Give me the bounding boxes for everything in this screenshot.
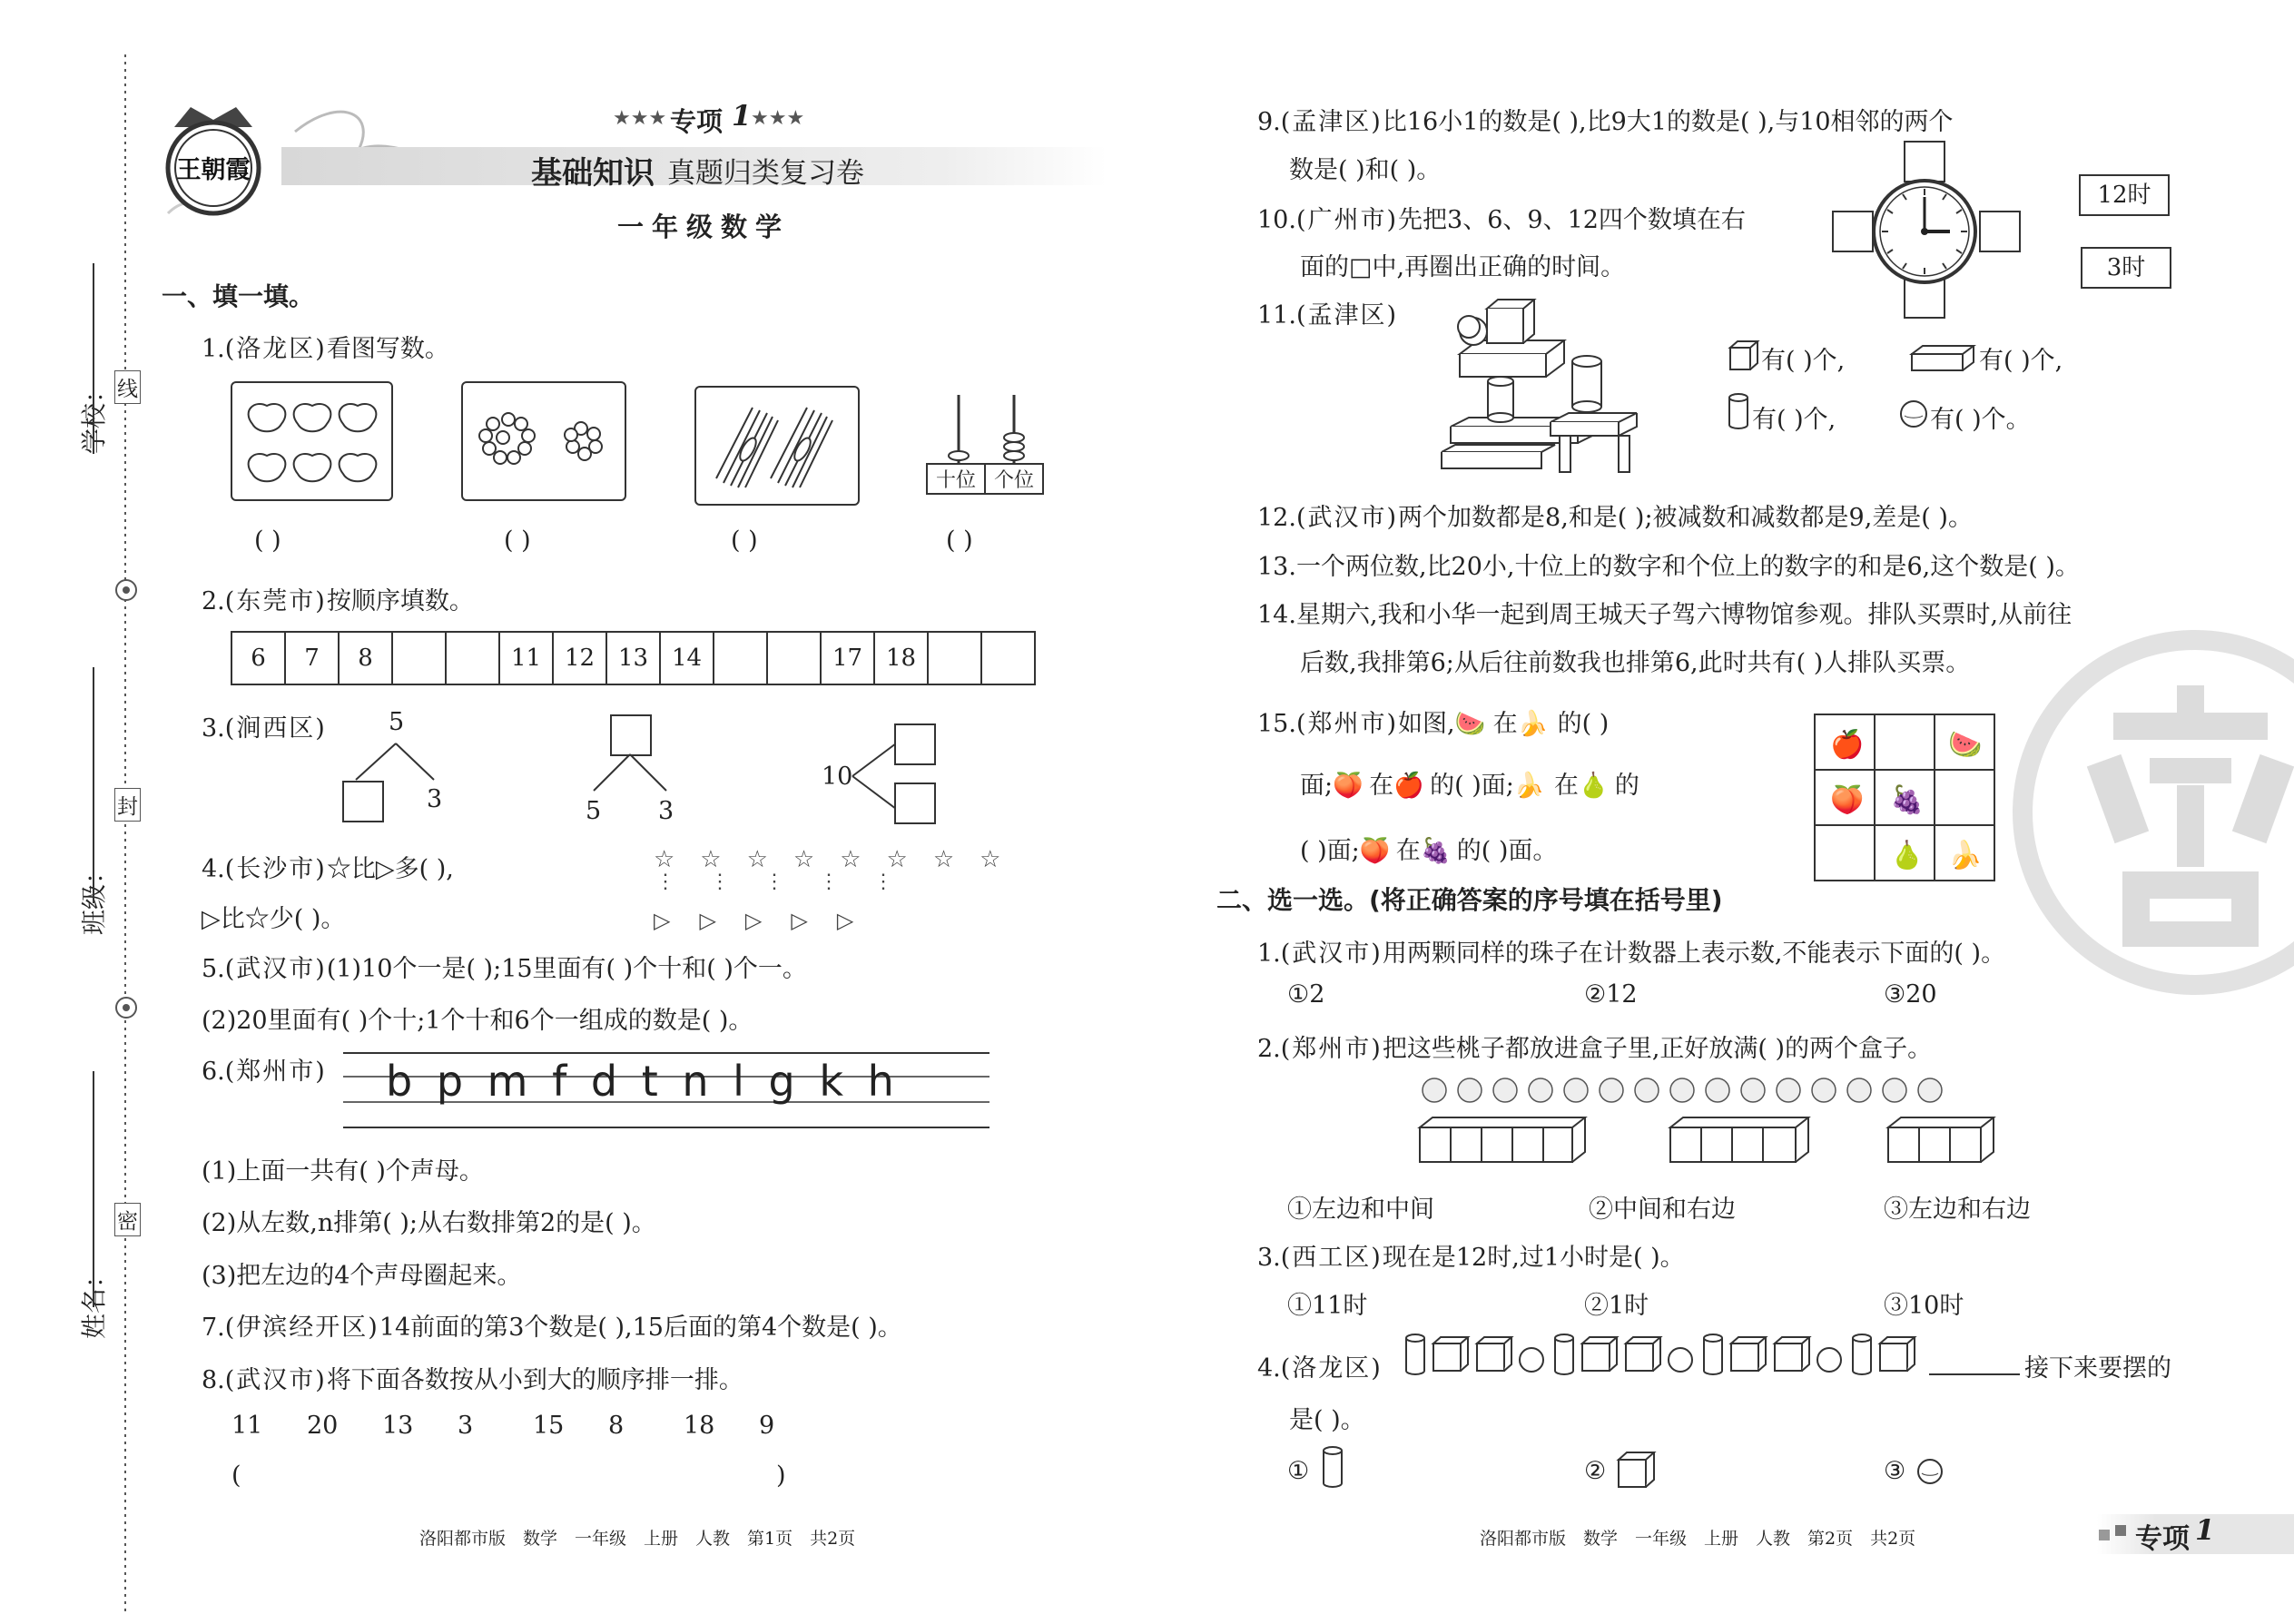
q12-text: 两个加数都是8,和是( );被减数和减数都是9,差是( )。 bbox=[1398, 504, 1973, 532]
q11-num: 11. bbox=[1257, 301, 1296, 330]
q10-num: 10. bbox=[1257, 206, 1296, 234]
s2q4-option-2-label: ② bbox=[1584, 1457, 1607, 1485]
q6-prompt bbox=[202, 1051, 327, 1087]
q10-line1 bbox=[1257, 200, 1746, 235]
s2q2-option-3[interactable]: ③左边和右边 bbox=[1884, 1196, 2031, 1224]
q15-text-g: 在 bbox=[1553, 772, 1579, 800]
q3a-right-number: 3 bbox=[427, 785, 443, 813]
s2q2-num: 2. bbox=[1257, 1035, 1281, 1063]
q10-box-right[interactable] bbox=[1979, 211, 2021, 252]
q8-number: 11 bbox=[231, 1412, 263, 1440]
q3b-right-number: 3 bbox=[658, 797, 674, 825]
q8-number-list bbox=[231, 1412, 795, 1440]
binding-dense-char: 密 bbox=[114, 1203, 141, 1236]
apple-icon: 🍎 bbox=[1393, 772, 1424, 800]
q6-loc: (郑州市) bbox=[224, 1058, 327, 1086]
q2-cell: 13 bbox=[607, 633, 661, 684]
q2-loc: (东莞市) bbox=[224, 587, 327, 615]
s2q1-option-1[interactable]: ①2 bbox=[1287, 980, 1325, 1009]
q6-sub2: (2)从左数,n排第( );从右数排第2的是( )。 bbox=[202, 1209, 656, 1237]
q5-loc: (武汉市) bbox=[224, 955, 327, 983]
s2q2-option-1[interactable]: ①左边和中间 bbox=[1287, 1196, 1434, 1224]
q3a-top-number: 5 bbox=[389, 708, 405, 736]
q9-line1 bbox=[1257, 102, 1954, 137]
s2q4-prompt bbox=[1257, 1348, 1383, 1383]
q2-cell-blank[interactable] bbox=[393, 633, 447, 684]
q10-loc: (广州市) bbox=[1295, 206, 1399, 234]
grapes-icon: 🍇 bbox=[1420, 837, 1452, 865]
q3c-answer-box-top[interactable] bbox=[894, 723, 936, 765]
q9-loc: (孟津区) bbox=[1280, 108, 1383, 136]
q8-paren-close: ) bbox=[776, 1462, 786, 1490]
q1-loc: (洛龙区) bbox=[224, 335, 327, 363]
s2q4-option-3[interactable] bbox=[1884, 1457, 1905, 1485]
name-label: 姓名： bbox=[79, 1262, 109, 1339]
q8-number: 9 bbox=[759, 1412, 775, 1440]
q15-line1 bbox=[1257, 704, 1609, 739]
binding-hole-icon bbox=[113, 576, 140, 604]
q1-answer-blank-4: ( ) bbox=[946, 527, 973, 555]
q2-cell: 18 bbox=[875, 633, 929, 684]
footer-tag-number: 1 bbox=[2195, 1514, 2215, 1547]
q1-num: 1. bbox=[202, 335, 225, 363]
q3b-left-number: 5 bbox=[586, 797, 602, 825]
class-blank-line bbox=[91, 667, 96, 903]
s2q1-num: 1. bbox=[1257, 940, 1281, 968]
q15-line3 bbox=[1300, 831, 1557, 866]
star-deco-right-icon: ★★★ bbox=[751, 107, 805, 130]
footer-tag-square-icon bbox=[2099, 1530, 2110, 1540]
q11-cylinder-count: 有( )个, bbox=[1752, 406, 1836, 434]
q4-text1: ☆比▷多( ), bbox=[326, 855, 454, 883]
star-row-icon: ☆☆☆☆☆☆☆☆ bbox=[654, 846, 1027, 873]
s2q3-text: 现在是12时,过1小时是( )。 bbox=[1382, 1244, 1685, 1272]
q15-text-f: 的( )面; bbox=[1430, 772, 1514, 800]
s2q3-option-3[interactable]: ③10时 bbox=[1884, 1292, 1964, 1320]
q1-bead-box bbox=[461, 381, 626, 501]
grid-apple-icon: 🍎 bbox=[1830, 729, 1865, 761]
abacus-ones-label: 个位 bbox=[993, 469, 1034, 492]
q7-text: 14前面的第3个数是( ),15后面的第4个数是( )。 bbox=[379, 1314, 902, 1342]
q5-line2: (2)20里面有( )个十;1个十和6个一组成的数是( )。 bbox=[202, 1007, 753, 1035]
box-right-icon bbox=[1886, 1115, 1995, 1169]
section1-title: 一、填一填。 bbox=[162, 281, 315, 311]
fruit-grid bbox=[1814, 714, 1995, 881]
shape-sequence-icon bbox=[1403, 1333, 1929, 1378]
q2-cell: 6 bbox=[232, 633, 286, 684]
q9-text1: 比16小1的数是( ),比9大1的数是( ),与10相邻的两个 bbox=[1382, 108, 1954, 136]
peach-icon bbox=[232, 383, 391, 499]
box-middle-icon bbox=[1669, 1115, 1814, 1169]
s2q4-option-1-label: ① bbox=[1287, 1457, 1310, 1485]
q11-prompt bbox=[1257, 295, 1398, 330]
s2q3-prompt bbox=[1257, 1237, 1685, 1273]
s2q4-loc: (洛龙区) bbox=[1280, 1354, 1383, 1383]
q2-cell-blank[interactable] bbox=[929, 633, 982, 684]
s2q2-option-2[interactable]: ②中间和右边 bbox=[1589, 1196, 1736, 1224]
q9-num: 9. bbox=[1257, 108, 1281, 136]
q2-cell: 7 bbox=[286, 633, 340, 684]
q10-text1: 先把3、6、9、12四个数填在右 bbox=[1398, 206, 1746, 234]
s2q4-num: 4. bbox=[1257, 1354, 1281, 1383]
q2-text: 按顺序填数。 bbox=[326, 587, 474, 615]
s2q1-prompt bbox=[1257, 933, 2005, 969]
q14-text1: 星期六,我和小华一起到周王城天子驾六博物馆参观。排队买票时,从前往 bbox=[1295, 601, 2072, 629]
q2-cell: 11 bbox=[500, 633, 554, 684]
q12-prompt bbox=[1257, 497, 1973, 533]
q3c-left-number: 10 bbox=[822, 763, 853, 791]
q15-line2 bbox=[1300, 765, 1639, 801]
sphere-icon bbox=[1915, 1457, 1946, 1488]
special-label: 专项 bbox=[670, 106, 724, 137]
peach-icon: 🍑 bbox=[1359, 837, 1391, 865]
logo-text: 王朝霞 bbox=[176, 156, 251, 184]
s2q4-option-3-label: ③ bbox=[1884, 1457, 1906, 1485]
banana-icon: 🍌 bbox=[1513, 772, 1545, 800]
q15-text-e: 在 bbox=[1369, 772, 1394, 800]
cube-icon bbox=[1727, 339, 1763, 375]
q8-number: 3 bbox=[458, 1412, 474, 1440]
pinyin-letters: b p m f d t n l g k h bbox=[386, 1057, 900, 1106]
q4-num: 4. bbox=[202, 855, 225, 883]
s2q4-option-1[interactable] bbox=[1287, 1457, 1309, 1485]
grid-watermelon-icon: 🍉 bbox=[1948, 729, 1983, 761]
subtitle: 一年级数学 bbox=[617, 212, 791, 242]
q8-text: 将下面各数按从小到大的顺序排一排。 bbox=[326, 1366, 743, 1394]
q8-num: 8. bbox=[202, 1366, 225, 1394]
banana-icon: 🍌 bbox=[1517, 710, 1549, 738]
q8-number: 20 bbox=[307, 1412, 339, 1440]
q3c-answer-box-bottom[interactable] bbox=[894, 782, 936, 824]
q1-text: 看图写数。 bbox=[326, 335, 449, 363]
publisher-logo bbox=[154, 100, 272, 218]
s2q1-loc: (武汉市) bbox=[1280, 940, 1383, 968]
dotted-connector-icon: ⋮⋮⋮⋮⋮ bbox=[655, 871, 928, 893]
q15-loc: (郑州市) bbox=[1295, 710, 1399, 738]
s2q3-option-2[interactable]: ②1时 bbox=[1584, 1292, 1649, 1320]
grid-pear-icon: 🍐 bbox=[1890, 840, 1925, 871]
q11-cuboid-count: 有( )个, bbox=[1979, 347, 2063, 375]
q8-number: 15 bbox=[533, 1412, 565, 1440]
q14-line2: 后数,我排第6;从后往前数我也排第6,此时共有( )人排队买票。 bbox=[1300, 649, 1971, 677]
q4-loc: (长沙市) bbox=[224, 855, 327, 883]
q5-text1: (1)10个一是( );15里面有( )个十和( )个一。 bbox=[326, 955, 807, 983]
q4-line1 bbox=[202, 849, 454, 884]
q2-cell: 17 bbox=[822, 633, 875, 684]
q2-cell: 8 bbox=[340, 633, 393, 684]
clock-icon bbox=[1870, 177, 1979, 286]
q3a-answer-box[interactable] bbox=[342, 781, 384, 822]
binding-line-char: 线 bbox=[114, 370, 141, 404]
footer-tag-square-icon bbox=[2115, 1525, 2126, 1536]
q10-box-left[interactable] bbox=[1832, 211, 1874, 252]
grid-grapes-icon: 🍇 bbox=[1890, 784, 1925, 816]
q8-loc: (武汉市) bbox=[224, 1366, 327, 1394]
q5-line1 bbox=[202, 949, 807, 984]
s2q2-text: 把这些桃子都放进盒子里,正好放满( )的两个盒子。 bbox=[1382, 1035, 1933, 1063]
star-deco-left-icon: ★★★ bbox=[613, 107, 667, 130]
grid-peach-icon: 🍑 bbox=[1830, 784, 1865, 816]
q3-loc: (涧西区) bbox=[224, 714, 327, 743]
s2q2-prompt bbox=[1257, 1029, 1932, 1064]
q1-answer-blank-3: ( ) bbox=[731, 527, 758, 555]
q15-text-h: 的 bbox=[1614, 772, 1639, 800]
s2q3-loc: (西工区) bbox=[1280, 1244, 1383, 1272]
class-label: 班级： bbox=[79, 858, 109, 935]
q2-num: 2. bbox=[202, 587, 225, 615]
q12-num: 12. bbox=[1257, 504, 1296, 532]
binding-dotted-line bbox=[116, 54, 134, 1616]
q15-num: 15. bbox=[1257, 710, 1296, 738]
q13-num: 13. bbox=[1257, 553, 1296, 581]
q5-num: 5. bbox=[202, 955, 225, 983]
flag-row-icon: ▷▷▷▷▷ bbox=[654, 908, 883, 933]
q9-line2: 数是( )和( )。 bbox=[1289, 156, 1442, 184]
s2q1-option-2[interactable]: ②12 bbox=[1584, 980, 1638, 1009]
s2q3-option-1[interactable]: ①11时 bbox=[1287, 1292, 1368, 1320]
dense-watermark-icon bbox=[2013, 631, 2294, 994]
q15-text-j: 在 bbox=[1395, 837, 1421, 865]
q15-text-i: ( )面; bbox=[1300, 837, 1360, 865]
q2-number-row bbox=[231, 631, 1036, 685]
s2q4-text1: 接下来要摆的 bbox=[2024, 1354, 2171, 1383]
q3b-answer-box[interactable] bbox=[610, 714, 652, 756]
q1-peach-box bbox=[231, 381, 393, 501]
title-rest: 真题归类复习卷 bbox=[667, 157, 864, 190]
special-number: 1 bbox=[732, 100, 752, 133]
grid-banana-icon: 🍌 bbox=[1948, 840, 1983, 871]
q7-prompt bbox=[202, 1307, 902, 1343]
q2-cell-blank[interactable] bbox=[714, 633, 768, 684]
solid-shapes-stack-icon bbox=[1442, 290, 1659, 481]
q4-line2: ▷比☆少( )。 bbox=[202, 905, 346, 933]
bead-ring-icon bbox=[463, 383, 625, 499]
q10-line2: 面的□中,再圈出正确的时间。 bbox=[1300, 253, 1626, 281]
school-label: 学校： bbox=[79, 377, 109, 454]
cube-icon bbox=[1616, 1449, 1659, 1491]
q1-answer-blank-2: ( ) bbox=[504, 527, 531, 555]
name-blank-line bbox=[91, 1071, 96, 1307]
q10-option-3[interactable]: 3时 bbox=[2081, 247, 2171, 289]
cuboid-icon bbox=[1908, 343, 1981, 379]
q8-number: 13 bbox=[382, 1412, 414, 1440]
q11-loc: (孟津区) bbox=[1295, 301, 1399, 330]
title-bold: 基础知识 bbox=[531, 155, 655, 192]
q10-option-12[interactable]: 12时 bbox=[2079, 174, 2170, 216]
q2-cell: 12 bbox=[554, 633, 607, 684]
q15-text-a: 如图, bbox=[1398, 710, 1455, 738]
q13-text: 一个两位数,比20小,十位上的数字和个位上的数字的和是6,这个数是( )。 bbox=[1295, 553, 2080, 581]
q8-number: 8 bbox=[608, 1412, 625, 1440]
footer-tag-label: 专项 bbox=[2135, 1523, 2190, 1555]
q11-cube-count: 有( )个, bbox=[1761, 347, 1846, 375]
peach-icon: 🍑 bbox=[1333, 772, 1364, 800]
school-blank-line bbox=[91, 263, 96, 454]
footer-left: 洛阳都市版 数学 一年级 上册 人教 第1页 共2页 bbox=[419, 1529, 856, 1549]
watermelon-icon: 🍉 bbox=[1454, 710, 1486, 738]
cylinder-icon bbox=[1321, 1445, 1348, 1492]
stick-bundle-icon bbox=[696, 388, 858, 504]
binding-seal-char: 封 bbox=[114, 788, 141, 822]
footer-right: 洛阳都市版 数学 一年级 上册 人教 第2页 共2页 bbox=[1480, 1529, 1916, 1549]
q7-loc: (伊滨经开区) bbox=[224, 1314, 379, 1342]
q15-text-d: 面; bbox=[1300, 772, 1334, 800]
abacus-base bbox=[926, 463, 1044, 495]
s2q4-option-2[interactable] bbox=[1584, 1457, 1606, 1485]
binding-hole-icon bbox=[113, 994, 140, 1021]
q15-text-b: 在 bbox=[1492, 710, 1518, 738]
q3-prompt bbox=[202, 708, 327, 743]
q3-num: 3. bbox=[202, 714, 225, 743]
box-left-icon bbox=[1418, 1115, 1590, 1169]
q8-prompt bbox=[202, 1360, 743, 1395]
q1-prompt bbox=[202, 329, 449, 364]
s2q2-loc: (郑州市) bbox=[1280, 1035, 1383, 1063]
q2-cell-blank[interactable] bbox=[982, 633, 1036, 684]
s2q4-answer-line[interactable] bbox=[1929, 1371, 2020, 1380]
q6-num: 6. bbox=[202, 1058, 225, 1086]
q7-num: 7. bbox=[202, 1314, 225, 1342]
pear-icon: 🍐 bbox=[1578, 772, 1610, 800]
q13-prompt bbox=[1257, 546, 2080, 582]
s2q1-option-3[interactable]: ③20 bbox=[1884, 980, 1937, 1009]
q12-loc: (武汉市) bbox=[1295, 504, 1399, 532]
q8-paren-open: ( bbox=[231, 1462, 241, 1490]
q6-sub1: (1)上面一共有( )个声母。 bbox=[202, 1157, 484, 1186]
q14-num: 14. bbox=[1257, 601, 1296, 629]
abacus-tens-label: 十位 bbox=[928, 465, 986, 493]
q8-number: 18 bbox=[684, 1412, 715, 1440]
q11-sphere-count: 有( )个。 bbox=[1930, 406, 2031, 434]
s2q3-num: 3. bbox=[1257, 1244, 1281, 1272]
q1-answer-blank-1: ( ) bbox=[254, 527, 281, 555]
q1-stick-bundle-box bbox=[694, 386, 860, 506]
q15-text-k: 的( )面。 bbox=[1456, 837, 1558, 865]
q2-cell-blank[interactable] bbox=[768, 633, 822, 684]
s2q1-text: 用两颗同样的珠子在计数器上表示数,不能表示下面的( )。 bbox=[1382, 940, 2006, 968]
q2-cell-blank[interactable] bbox=[447, 633, 500, 684]
sphere-icon bbox=[1899, 399, 1932, 432]
q14-line1 bbox=[1257, 595, 2072, 630]
peach-row-icon bbox=[1421, 1074, 1984, 1110]
cylinder-icon bbox=[1727, 392, 1754, 432]
q2-prompt bbox=[202, 581, 474, 616]
s2q4-text2: 是( )。 bbox=[1289, 1406, 1365, 1434]
section2-title: 二、选一选。(将正确答案的序号填在括号里) bbox=[1216, 885, 1723, 915]
q6-sub3: (3)把左边的4个声母圈起来。 bbox=[202, 1262, 522, 1290]
q15-text-c: 的( ) bbox=[1557, 710, 1610, 738]
q2-cell: 14 bbox=[661, 633, 714, 684]
